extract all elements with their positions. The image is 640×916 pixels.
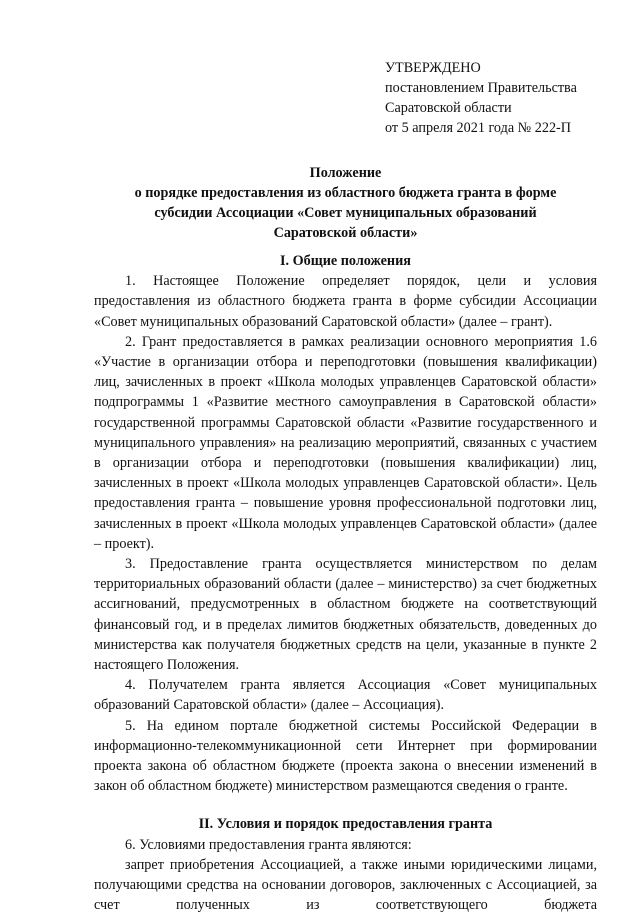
title-line-4: Саратовской области» bbox=[273, 225, 418, 241]
approval-line-1: УТВЕРЖДЕНО bbox=[385, 60, 481, 76]
section-1-heading: I. Общие положения bbox=[280, 253, 411, 269]
paragraph-2: 2. Грант предоставляется в рамках реализации основного мероприятия 1.6 «Участие в организации отбора и переподготовки (повышения квалификации) лиц, зачисленных в проект «Школа молодых управленцев Саратовской области» подпрограммы 1 «Развитие местного самоуправления в Саратовской области» государственной программы Саратовской области «Развитие государственного и муниципального управления» на реализацию мероприятий, связанных с участием в организации отбора и переподготовки (повышения квалификации) лиц, зачисленных в проект «Школа молодых управленцев Саратовской области». Цель предоставления гранта – повышение уровня профессиональной подготовки лиц, зачисленных в проект «Школа молодых управленцев Саратовской области» (далее – проект). bbox=[94, 333, 597, 552]
title-line-3: субсидии Ассоциации «Совет муниципальных образований bbox=[154, 205, 537, 221]
approval-line-2: постановлением Правительства bbox=[385, 80, 577, 96]
paragraph-6: 6. Условиями предоставления гранта являются: bbox=[125, 836, 412, 853]
paragraph-6-condition: запрет приобретения Ассоциацией, а также иными юридическими лицами, получающими средства на основании договоров, заключенных с Ассоциацией, за счет полученных из соответствующего бюджета bbox=[94, 856, 597, 914]
approval-line-3: Саратовской области bbox=[385, 100, 512, 116]
title-line-1: Положение bbox=[309, 165, 382, 181]
title-line-2: о порядке предоставления из областного бюджета гранта в форме bbox=[134, 185, 557, 201]
paragraph-3: 3. Предоставление гранта осуществляется министерством по делам территориальных образований области (далее – министерство) за счет бюджетных ассигнований, предусмотренных в областном бюджете на соответствующий финансовый год, и в пределах лимитов бюджетных обязательств, доведенных до министерства как получателя бюджетных средств на цели, указанные в пункте 2 настоящего Положения. bbox=[94, 556, 597, 674]
section-2-heading: II. Условия и порядок предоставления гранта bbox=[198, 816, 493, 833]
paragraph-4: 4. Получателем гранта является Ассоциация «Совет муниципальных образований Саратовской области» (далее – Ассоциация). bbox=[94, 677, 597, 714]
approval-stamp bbox=[385, 58, 577, 138]
document-title bbox=[94, 163, 597, 243]
paragraph-1: 1. Настоящее Положение определяет порядок, цели и условия предоставления из областного бюджета гранта в форме субсидии Ассоциации «Совет муниципальных образований Саратовской области» (далее – грант). bbox=[94, 273, 597, 330]
paragraph-5: 5. На едином портале бюджетной системы Российской Федерации в информационно-телекоммуникационной сети Интернет при формировании проекта закона об областном бюджете (проекта закона о внесении изменений в закон об областном бюджете) министерством размещаются сведения о гранте. bbox=[94, 717, 597, 795]
document-body bbox=[94, 251, 597, 916]
approval-line-4: от 5 апреля 2021 года № 222-П bbox=[385, 120, 572, 136]
